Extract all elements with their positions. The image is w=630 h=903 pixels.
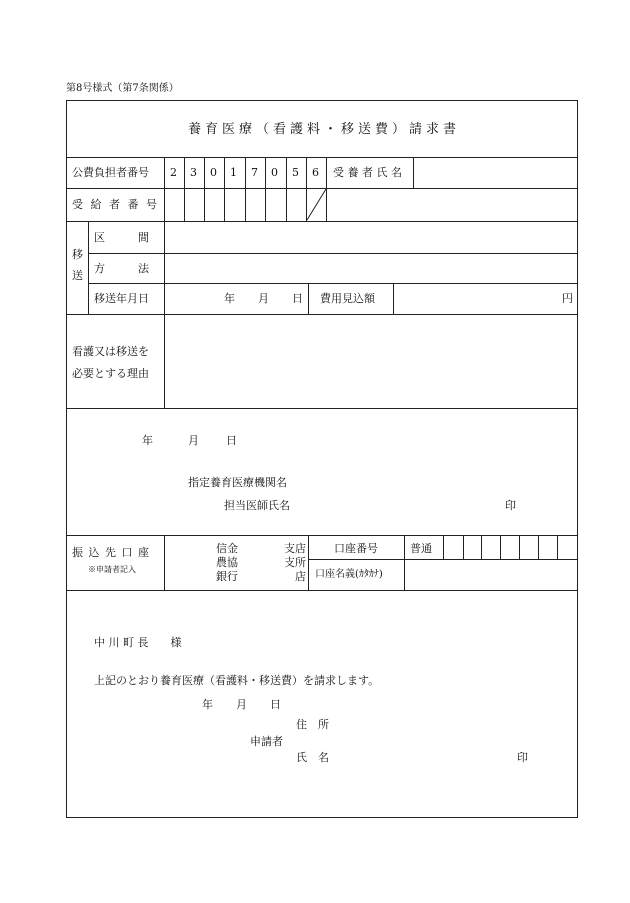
transport-label: 送 [72,269,83,282]
transport-date-month: 月 [258,292,269,305]
slash-mark [306,188,327,221]
bank-line3-a: 銀行 [216,570,238,583]
account-number-label: 口座番号 [334,542,378,555]
bank-line2-a: 農協 [216,556,238,569]
bank-line3-b: 店 [295,570,306,583]
applicant-seal: 印 [517,751,528,764]
reason-label: 看護又は移送を [72,345,149,358]
guardian-name-label: 受 養 者 氏 名 [333,166,402,179]
payer-digit: 0 [271,166,278,179]
physician-label: 担当医師氏名 [224,499,290,512]
name-label: 氏 名 [296,751,329,764]
section-field[interactable] [165,222,577,252]
doctor-seal: 印 [505,499,516,512]
recipient-number-label: 受 給 者 番 号 [72,198,159,211]
section-label: 区 間 [94,231,149,244]
transport-date-year: 年 [224,292,235,305]
method-field[interactable] [165,254,577,282]
form-title: 養育医療（看護料・移送費）請求書 [188,122,461,137]
institution-label: 指定養育医療機関名 [188,476,287,489]
address-label: 住 所 [296,718,329,731]
application-date-day: 日 [270,698,281,711]
payer-digit: 6 [312,166,319,179]
cost-field[interactable] [394,284,577,313]
account-holder-label: 口座名義(ｶﾀｶﾅ) [315,569,383,580]
payer-number-label: 公費負担者番号 [72,166,149,179]
reason-label: 必要とする理由 [72,367,149,380]
application-date-year: 年 [202,698,213,711]
transport-date-label: 移送年月日 [94,292,149,305]
applicant-label: 申請者 [250,735,283,748]
payer-digit: 3 [190,166,197,179]
bank-line2-b: 支所 [284,556,306,569]
account-holder-field[interactable] [405,560,577,589]
account-number-field[interactable] [444,536,577,558]
addressee: 中 川 町 長 様 [94,636,182,649]
reason-field[interactable] [165,315,577,407]
transport-date-day: 日 [292,292,303,305]
transport-label: 移 [72,248,83,261]
application-date-month: 月 [236,698,247,711]
cost-unit: 円 [562,292,573,305]
bank-line1-a: 信金 [216,542,238,555]
payer-digit: 2 [170,166,177,179]
recipient-number-field[interactable] [165,189,306,220]
form-number: 第8号様式（第7条関係） [66,83,179,94]
guardian-name-field[interactable] [414,158,577,187]
payer-digit: 0 [210,166,217,179]
doctor-date-year: 年 [142,434,153,447]
payer-digit: 1 [230,166,237,179]
account-type: 普通 [410,542,432,555]
cost-label: 費用見込額 [320,292,375,305]
payer-digit: 7 [251,166,258,179]
bank-label: 振 込 先 口 座 [72,546,150,559]
statement: 上記のとおり養育医療（看護料・移送費）を請求します。 [94,674,380,687]
method-label: 方 法 [94,262,149,275]
bank-line1-b: 支店 [284,542,306,555]
doctor-date-month: 月 [188,434,199,447]
doctor-date-day: 日 [226,434,237,447]
bank-note: ※申請者記入 [88,565,136,574]
payer-digit: 5 [292,166,299,179]
